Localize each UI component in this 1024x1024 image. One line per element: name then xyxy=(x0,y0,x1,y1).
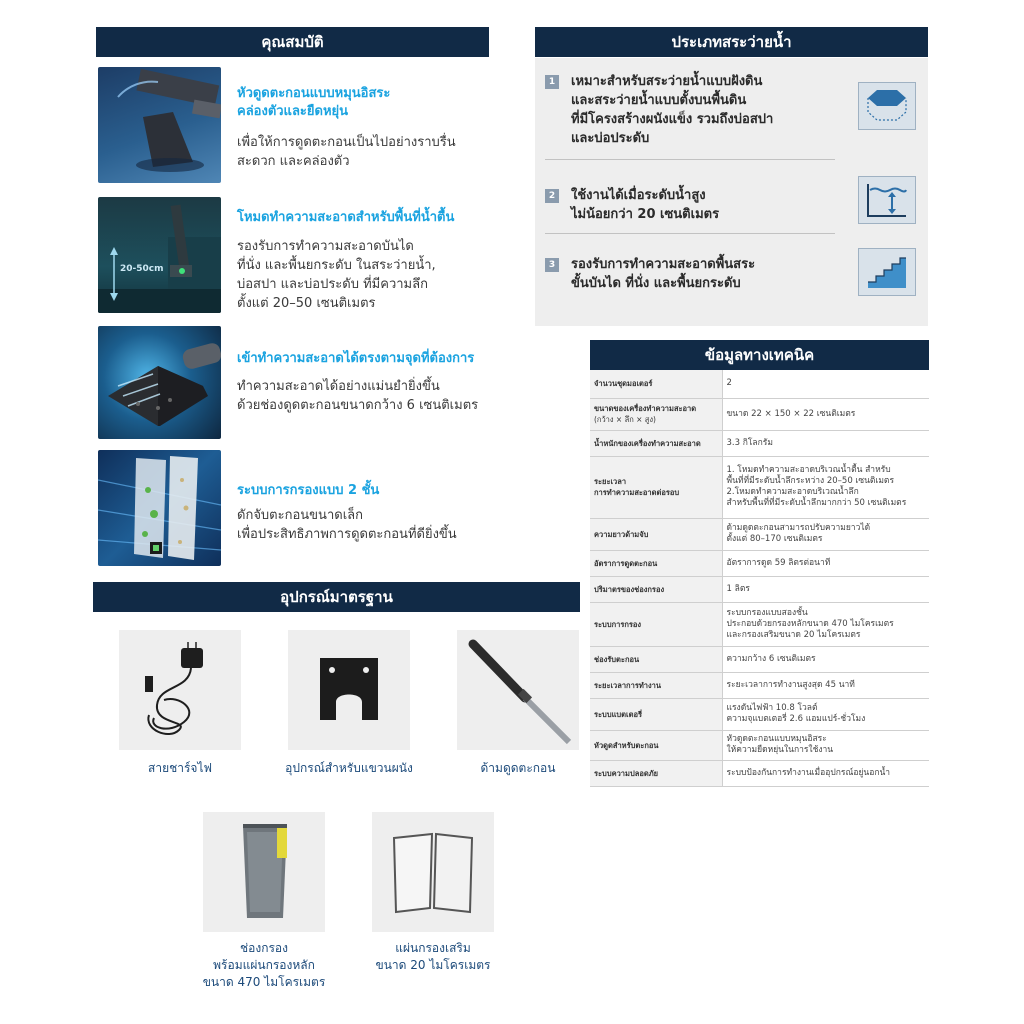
spec-key: ช่องรับตะกอน xyxy=(590,646,722,672)
pool-types-header xyxy=(535,27,928,57)
spec-value: 1. โหมดทำความสะอาดบริเวณน้ำตื้น สำหรับ พื้นที่ที่มีระดับน้ำลึกระหว่าง 20–50 เซนติเมตร 2.โหมดทำความสะอาดบริเวณน้ำลึก สำหรับพื้นที่ที่มีระดับน้ำลึกมากกว่า 50 เซนติเมตร xyxy=(722,456,929,518)
spec-value: ระยะเวลาการทำงานสูงสุด 45 นาที xyxy=(722,672,929,698)
spec-key: หัวดูดสำหรับตะกอน xyxy=(590,730,722,760)
spec-key: ระบบการกรอง xyxy=(590,602,722,646)
feature-2-title: โหมดทำความสะอาดสำหรับพื้นที่น้ำตื้น xyxy=(237,210,455,225)
spec-key: ระยะเวลา การทำความสะอาดต่อรอบ xyxy=(590,456,722,518)
feature-1-title: หัวดูดตะกอนแบบหมุนอิสระ คล่องตัวและยืดหยุ่น xyxy=(237,86,391,119)
water-level-icon xyxy=(858,176,916,224)
accessories-header-text: อุปกรณ์มาตรฐาน xyxy=(280,588,393,606)
handle-image xyxy=(457,630,579,750)
secondary-filter-image xyxy=(372,812,494,932)
pool-type-text: รองรับการทำความสะอาดพื้นสระ ขั้นบันได ที่นั่ง และพื้นยกระดับ xyxy=(571,257,756,291)
accessory-caption: แผ่นกรองเสริม ขนาด 20 ไมโครเมตร xyxy=(375,941,491,972)
spec-value: อัตราการดูด 59 ลิตรต่อนาที xyxy=(722,550,929,576)
table-row xyxy=(590,698,929,730)
spec-value: ระบบป้องกันการทำงานเมื่ออุปกรณ์อยู่นอกน้ำ xyxy=(722,760,929,786)
spec-value: ระบบกรองแบบสองชั้น ประกอบด้วยกรองหลักขนาด 470 ไมโครเมตร และกรองเสริมขนาด 20 ไมโครเมตร xyxy=(722,602,929,646)
table-row xyxy=(590,398,929,430)
charger-image xyxy=(119,630,241,750)
feature-1-desc: เพื่อให้การดูดตะกอนเป็นไปอย่างราบรื่น สะดวก และคล่องตัว xyxy=(237,135,456,169)
pool-icon xyxy=(858,82,916,130)
filter-container-image xyxy=(203,812,325,932)
spec-key: ปริมาตรของช่องกรอง xyxy=(590,576,722,602)
feature-image-dual-filter xyxy=(98,450,221,566)
table-row xyxy=(590,646,929,672)
feature-3-desc: ทำความสะอาดได้อย่างแม่นยำยิ่งขึ้น ด้วยช่องดูดตะกอนขนาดกว้าง 6 เซนติเมตร xyxy=(237,379,479,413)
item-number: 2 xyxy=(545,189,559,203)
spec-value: 2 xyxy=(722,370,929,398)
stairs-icon xyxy=(858,248,916,296)
spec-key: ระยะเวลาการทำงาน xyxy=(590,672,722,698)
table-row xyxy=(590,760,929,786)
features-header-text: คุณสมบัติ xyxy=(261,33,324,51)
spec-value: แรงดันไฟฟ้า 10.8 โวลต์ ความจุแบตเตอรี่ 2.6 แอมแปร์-ชั่วโมง xyxy=(722,698,929,730)
table-row xyxy=(590,456,929,518)
wall-mount-image xyxy=(288,630,410,750)
spec-value: 3.3 กิโลกรัม xyxy=(722,430,929,456)
spec-value: ความกว้าง 6 เซนติเมตร xyxy=(722,646,929,672)
pool-type-item xyxy=(545,72,845,148)
spec-header-text: ข้อมูลทางเทคนิค xyxy=(704,346,815,364)
spec-key: ระบบความปลอดภัย xyxy=(590,760,722,786)
table-row xyxy=(590,730,929,760)
spec-key: ระบบแบตเตอรี่ xyxy=(590,698,722,730)
spec-key: จำนวนชุดมอเตอร์ xyxy=(590,370,722,398)
feature-image-swivel-head xyxy=(98,67,221,183)
spec-key: อัตราการดูดตะกอน xyxy=(590,550,722,576)
pool-types-header-text: ประเภทสระว่ายน้ำ xyxy=(671,33,792,51)
accessories-header xyxy=(93,582,580,612)
item-number: 3 xyxy=(545,258,559,272)
accessory-caption: สายชาร์จไฟ xyxy=(148,761,212,775)
pool-types-panel xyxy=(535,58,928,326)
feature-4-desc: ดักจับตะกอนขนาดเล็ก เพื่อประสิทธิภาพการดูดตะกอนที่ดียิ่งขึ้น xyxy=(237,508,457,542)
spec-key: ขนาดของเครื่องทำความสะอาด (กว้าง × ลึก × สูง) xyxy=(590,398,722,430)
accessory-caption: ด้ามดูดตะกอน xyxy=(480,761,556,775)
table-row xyxy=(590,672,929,698)
table-row xyxy=(590,518,929,550)
feature-image-shallow-mode xyxy=(98,197,221,313)
item-number: 1 xyxy=(545,75,559,89)
spec-value: 1 ลิตร xyxy=(722,576,929,602)
feature-2-desc: รองรับการทำความสะอาดบันได ที่นั่ง และพื้นยกระดับ ในสระว่ายน้ำ, บ่อสปา และบ่อประดับ ที่มีความลึก ตั้งแต่ 20–50 เซนติเมตร xyxy=(237,239,436,311)
spec-key: ความยาวด้ามจับ xyxy=(590,518,722,550)
spec-key: น้ำหนักของเครื่องทำความสะอาด xyxy=(590,430,722,456)
feature-4-title: ระบบการกรองแบบ 2 ชั้น xyxy=(237,483,380,498)
table-row xyxy=(590,602,929,646)
pool-type-item xyxy=(545,255,845,293)
table-row xyxy=(590,550,929,576)
pool-type-text: ใช้งานได้เมื่อระดับน้ำสูง ไม่น้อยกว่า 20 เซนติเมตร xyxy=(571,188,720,222)
feature-image-targeted-cleaning xyxy=(98,326,221,439)
depth-label: 20-50cm xyxy=(120,264,164,274)
accessory-caption: อุปกรณ์สำหรับแขวนผนัง xyxy=(285,761,413,775)
spec-header xyxy=(590,340,929,370)
table-row xyxy=(590,576,929,602)
accessory-caption: ช่องกรอง พร้อมแผ่นกรองหลัก ขนาด 470 ไมโครเมตร xyxy=(202,941,326,989)
pool-type-text: เหมาะสำหรับสระว่ายน้ำแบบฝังดิน และสระว่ายน้ำแบบตั้งบนพื้นดิน ที่มีโครงสร้างผนังแข็ง รวมถึงบ่อสปา และบ่อประดับ xyxy=(571,74,774,146)
spec-value: หัวดูดตะกอนแบบหมุนอิสระ ให้ความยืดหยุ่นในการใช้งาน xyxy=(722,730,929,760)
separator xyxy=(545,233,835,234)
table-row xyxy=(590,430,929,456)
spec-table xyxy=(590,370,929,787)
separator xyxy=(545,159,835,160)
spec-value: ด้ามดูดตะกอนสามารถปรับความยาวได้ ตั้งแต่ 80–170 เซนติเมตร xyxy=(722,518,929,550)
feature-3-title: เข้าทำความสะอาดได้ตรงตามจุดที่ต้องการ xyxy=(237,351,475,366)
pool-type-item xyxy=(545,186,845,224)
features-header xyxy=(96,27,489,57)
spec-value: ขนาด 22 × 150 × 22 เซนติเมตร xyxy=(722,398,929,430)
table-row xyxy=(590,370,929,398)
